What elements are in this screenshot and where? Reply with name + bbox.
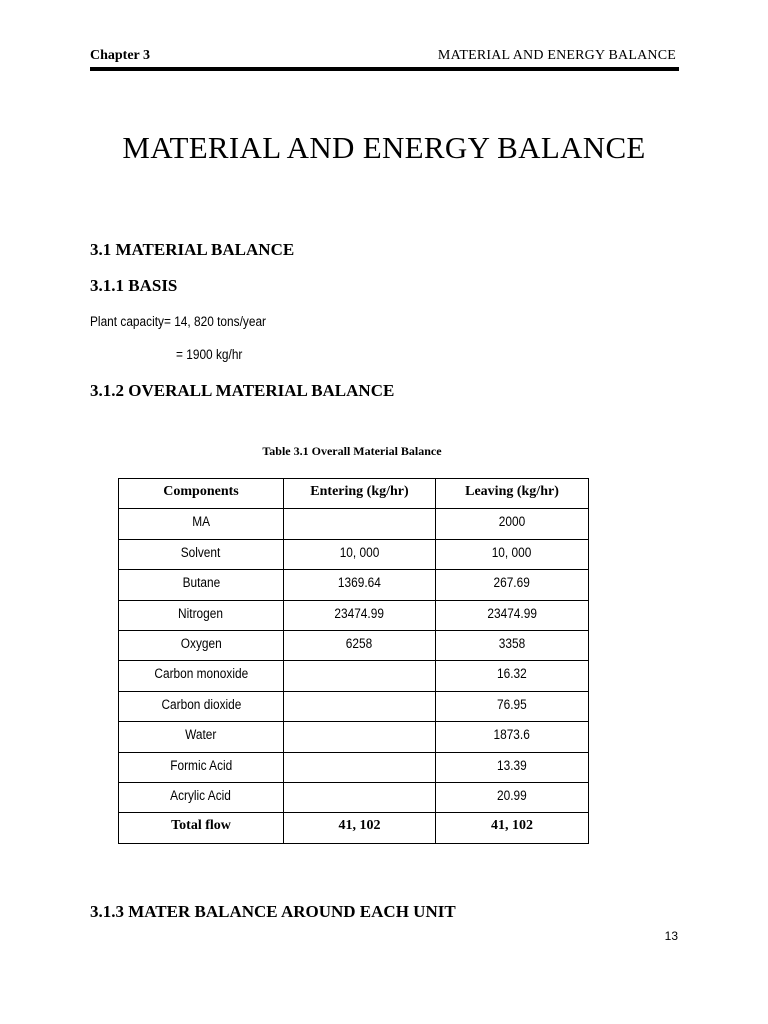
entering-cell: 23474.99 [284,600,436,630]
component-cell: Oxygen [119,630,284,660]
table-row [119,509,589,539]
leaving-cell: 20.99 [436,782,589,812]
leaving-cell: 10, 000 [436,539,589,569]
leaving-cell: 267.69 [436,570,589,600]
entering-cell: 6258 [284,630,436,660]
section-heading-3-1-1: 3.1.1 BASIS [90,276,178,295]
section-heading-3-1: 3.1 MATERIAL BALANCE [90,240,295,259]
header-rule [90,67,679,71]
entering-cell [284,722,436,752]
table-caption: Table 3.1 Overall Material Balance [262,444,442,458]
basis-rate-line: = 1900 kg/hr [176,347,243,362]
table-total-row [119,813,589,843]
leaving-cell: 16.32 [436,661,589,691]
table-row [119,539,589,569]
component-cell: Formic Acid [119,752,284,782]
running-header-title: MATERIAL AND ENERGY BALANCE [437,48,676,63]
leaving-cell: 3358 [436,630,589,660]
entering-cell [284,782,436,812]
entering-cell [284,509,436,539]
leaving-cell: 23474.99 [436,600,589,630]
leaving-cell: 76.95 [436,691,589,721]
column-header-entering: Entering (kg/hr) [284,479,436,509]
entering-cell [284,661,436,691]
leaving-cell: 13.39 [436,752,589,782]
table-row [119,691,589,721]
total-entering-cell: 41, 102 [284,813,436,843]
component-cell: Water [119,722,284,752]
chapter-label: Chapter 3 [90,48,151,63]
overall-material-balance-table [118,478,589,844]
component-cell: Nitrogen [119,600,284,630]
table-row [119,722,589,752]
component-cell: Solvent [119,539,284,569]
leaving-cell: 1873.6 [436,722,589,752]
leaving-cell: 2000 [436,509,589,539]
page-number: 13 [664,929,678,943]
entering-cell [284,752,436,782]
total-label-cell: Total flow [119,813,284,843]
table-row [119,570,589,600]
component-cell: Carbon monoxide [119,661,284,691]
component-cell: Butane [119,570,284,600]
entering-cell: 1369.64 [284,570,436,600]
component-cell: Acrylic Acid [119,782,284,812]
section-heading-3-1-2: 3.1.2 OVERALL MATERIAL BALANCE [90,381,395,400]
total-leaving-cell: 41, 102 [436,813,589,843]
table-row [119,752,589,782]
table-row [119,782,589,812]
column-header-components: Components [119,479,284,509]
table-row [119,600,589,630]
column-header-leaving: Leaving (kg/hr) [436,479,589,509]
entering-cell: 10, 000 [284,539,436,569]
component-cell: Carbon dioxide [119,691,284,721]
entering-cell [284,691,436,721]
table-row [119,661,589,691]
page-title: MATERIAL AND ENERGY BALANCE [122,130,646,165]
section-heading-3-1-3: 3.1.3 MATER BALANCE AROUND EACH UNIT [90,902,456,921]
table-header-row [119,479,589,509]
table-row [119,630,589,660]
component-cell: MA [119,509,284,539]
basis-capacity-line: Plant capacity= 14, 820 tons/year [90,314,267,329]
